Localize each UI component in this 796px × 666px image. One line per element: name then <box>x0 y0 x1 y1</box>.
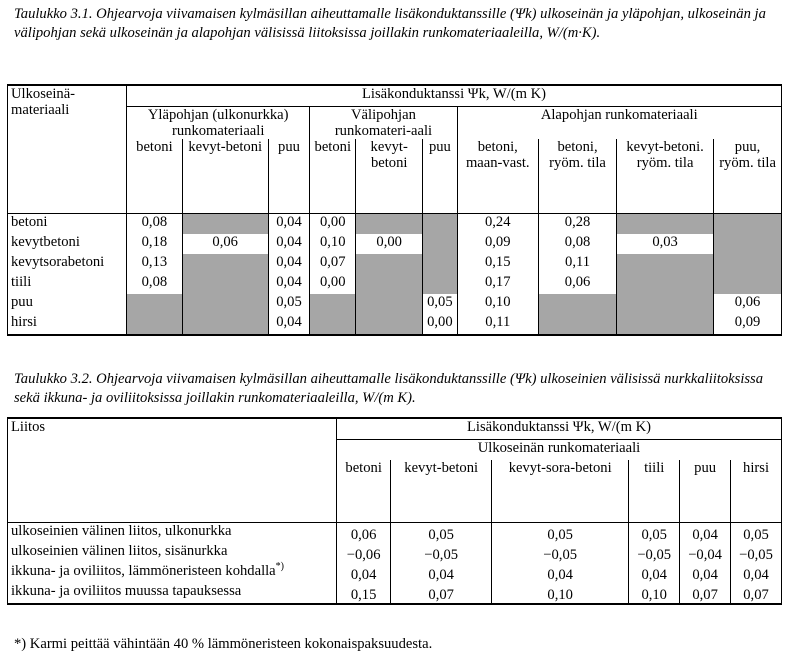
empty-cell <box>714 213 782 234</box>
value-cell: −0,05 <box>629 543 680 563</box>
row-label: ulkoseinien välinen liitos, sisänurkka <box>8 543 337 563</box>
value-cell: 0,05 <box>492 522 629 543</box>
table-row <box>8 522 782 543</box>
value-cell: 0,05 <box>391 522 492 543</box>
table-row <box>8 563 782 583</box>
empty-cell <box>617 274 714 294</box>
table-caption-1: Taulukko 3.1. Ohjearvoja viivamaisen kylmäsillan aiheuttamalle lisäkonduktanssille (Ψk) ulkoseinän ja yläpohjan, ulkoseinän ja välipohjan sekä ulkoseinän ja alapohjan välisissä liitoksissa joillakin runkomateriaaleilla, W/(m·K). <box>14 6 766 41</box>
empty-cell <box>310 314 356 335</box>
main-header: Lisäkonduktanssi Ψk, W/(m K) <box>337 418 782 440</box>
value-cell: 0,11 <box>457 314 539 335</box>
value-cell: 0,07 <box>310 254 356 274</box>
sub-header: kevyt-betoni <box>356 139 423 213</box>
empty-cell <box>356 294 423 314</box>
table-row <box>8 543 782 563</box>
value-cell: 0,03 <box>617 234 714 254</box>
row-label: betoni <box>8 213 127 234</box>
value-cell: 0,10 <box>310 234 356 254</box>
value-cell: 0,09 <box>714 314 782 335</box>
table-row <box>8 234 782 254</box>
value-cell: 0,05 <box>629 522 680 543</box>
value-cell: 0,07 <box>731 583 782 604</box>
value-cell: 0,13 <box>127 254 183 274</box>
value-cell: 0,00 <box>310 213 356 234</box>
value-cell: −0,05 <box>391 543 492 563</box>
empty-cell <box>423 254 457 274</box>
value-cell: 0,17 <box>457 274 539 294</box>
sub-header: puu <box>680 460 731 522</box>
row-label: ikkuna- ja oviliitos muussa tapauksessa <box>8 583 337 604</box>
value-cell: 0,11 <box>539 254 617 274</box>
value-cell: 0,04 <box>492 563 629 583</box>
table-row <box>8 583 782 604</box>
empty-cell <box>310 294 356 314</box>
value-cell: 0,04 <box>337 563 391 583</box>
empty-cell <box>182 274 268 294</box>
value-cell: 0,05 <box>423 294 457 314</box>
sub-header: kevyt-sora-betoni <box>492 460 629 522</box>
value-cell: 0,05 <box>731 522 782 543</box>
sub-header: puu <box>423 139 457 213</box>
sub-header: betoni <box>337 460 391 522</box>
empty-cell <box>127 294 183 314</box>
value-cell: 0,08 <box>127 274 183 294</box>
empty-cell <box>356 314 423 335</box>
group-header: Välipohjan runkomateri-aali <box>310 107 457 140</box>
value-cell: 0,04 <box>629 563 680 583</box>
value-cell: −0,04 <box>680 543 731 563</box>
value-cell: 0,06 <box>337 522 391 543</box>
empty-cell <box>182 254 268 274</box>
value-cell: 0,07 <box>391 583 492 604</box>
empty-cell <box>423 274 457 294</box>
value-cell: 0,10 <box>492 583 629 604</box>
row-label: kevytbetoni <box>8 234 127 254</box>
row-header: Liitos <box>8 418 337 522</box>
empty-cell <box>539 314 617 335</box>
row-label: hirsi <box>8 314 127 335</box>
value-cell: 0,18 <box>127 234 183 254</box>
value-cell: −0,06 <box>337 543 391 563</box>
empty-cell <box>356 274 423 294</box>
value-cell: 0,04 <box>680 522 731 543</box>
value-cell: 0,08 <box>539 234 617 254</box>
value-cell: 0,24 <box>457 213 539 234</box>
sub-header: kevyt-betoni <box>182 139 268 213</box>
main-header: Lisäkonduktanssi Ψk, W/(m K) <box>127 85 782 107</box>
value-cell: 0,06 <box>714 294 782 314</box>
table-1 <box>7 84 782 336</box>
value-cell: 0,07 <box>680 583 731 604</box>
empty-cell <box>714 274 782 294</box>
empty-cell <box>617 254 714 274</box>
value-cell: 0,05 <box>268 294 310 314</box>
empty-cell <box>617 314 714 335</box>
sub-header: kevyt-betoni <box>391 460 492 522</box>
value-cell: 0,04 <box>268 254 310 274</box>
value-cell: 0,09 <box>457 234 539 254</box>
footnote: *) Karmi peittää vähintään 40 % lämmöneristeen kokonaispaksuudesta. <box>14 636 433 652</box>
sub-header: betoni, maan-vast. <box>457 139 539 213</box>
value-cell: 0,00 <box>356 234 423 254</box>
value-cell: 0,08 <box>127 213 183 234</box>
value-cell: 0,04 <box>268 314 310 335</box>
empty-cell <box>617 294 714 314</box>
value-cell: −0,05 <box>492 543 629 563</box>
value-cell: 0,04 <box>268 234 310 254</box>
empty-cell <box>182 314 268 335</box>
value-cell: 0,00 <box>310 274 356 294</box>
row-label: kevytsorabetoni <box>8 254 127 274</box>
empty-cell <box>714 234 782 254</box>
table-row <box>8 314 782 335</box>
empty-cell <box>714 254 782 274</box>
value-cell: −0,05 <box>731 543 782 563</box>
value-cell: 0,28 <box>539 213 617 234</box>
value-cell: 0,00 <box>423 314 457 335</box>
group-header: Alapohjan runkomateriaali <box>457 107 782 140</box>
value-cell: 0,04 <box>731 563 782 583</box>
value-cell: 0,10 <box>457 294 539 314</box>
empty-cell <box>356 213 423 234</box>
row-label: tiili <box>8 274 127 294</box>
table-row <box>8 294 782 314</box>
value-cell: 0,15 <box>457 254 539 274</box>
row-header: Ulkoseinä-materiaali <box>8 85 127 213</box>
empty-cell <box>539 294 617 314</box>
row-label: puu <box>8 294 127 314</box>
sub-header: betoni <box>127 139 183 213</box>
value-cell: 0,10 <box>629 583 680 604</box>
table-row <box>8 254 782 274</box>
empty-cell <box>423 234 457 254</box>
table-2 <box>7 417 782 605</box>
table-row <box>8 274 782 294</box>
value-cell: 0,04 <box>268 274 310 294</box>
empty-cell <box>182 294 268 314</box>
sub-header: puu, ryöm. tila <box>714 139 782 213</box>
empty-cell <box>127 314 183 335</box>
row-label: ikkuna- ja oviliitos, lämmöneristeen kohdalla*) <box>8 563 337 583</box>
value-cell: 0,04 <box>680 563 731 583</box>
sub-header: tiili <box>629 460 680 522</box>
value-cell: 0,15 <box>337 583 391 604</box>
sub-header: betoni <box>310 139 356 213</box>
value-cell: 0,06 <box>539 274 617 294</box>
table-caption-2: Taulukko 3.2. Ohjearvoja viivamaisen kylmäsillan aiheuttamalle lisäkonduktanssille (Ψk) ulkoseinien välisissä nurkkaliitoksissa sekä ikkuna- ja oviliitoksissa joillakin runkomateriaaleilla, W/(m K). <box>14 371 764 406</box>
value-cell: 0,06 <box>182 234 268 254</box>
sub-header: hirsi <box>731 460 782 522</box>
empty-cell <box>182 213 268 234</box>
sub-header: puu <box>268 139 310 213</box>
empty-cell <box>617 213 714 234</box>
value-cell: 0,04 <box>391 563 492 583</box>
table-row <box>8 213 782 234</box>
row-label: ulkoseinien välinen liitos, ulkonurkka <box>8 522 337 543</box>
empty-cell <box>423 213 457 234</box>
sub-header: betoni, ryöm. tila <box>539 139 617 213</box>
group-header: Ulkoseinän runkomateriaali <box>337 440 782 461</box>
group-header: Yläpohjan (ulkonurkka) runkomateriaali <box>127 107 310 140</box>
value-cell: 0,04 <box>268 213 310 234</box>
sub-header: kevyt-betoni. ryöm. tila <box>617 139 714 213</box>
empty-cell <box>356 254 423 274</box>
